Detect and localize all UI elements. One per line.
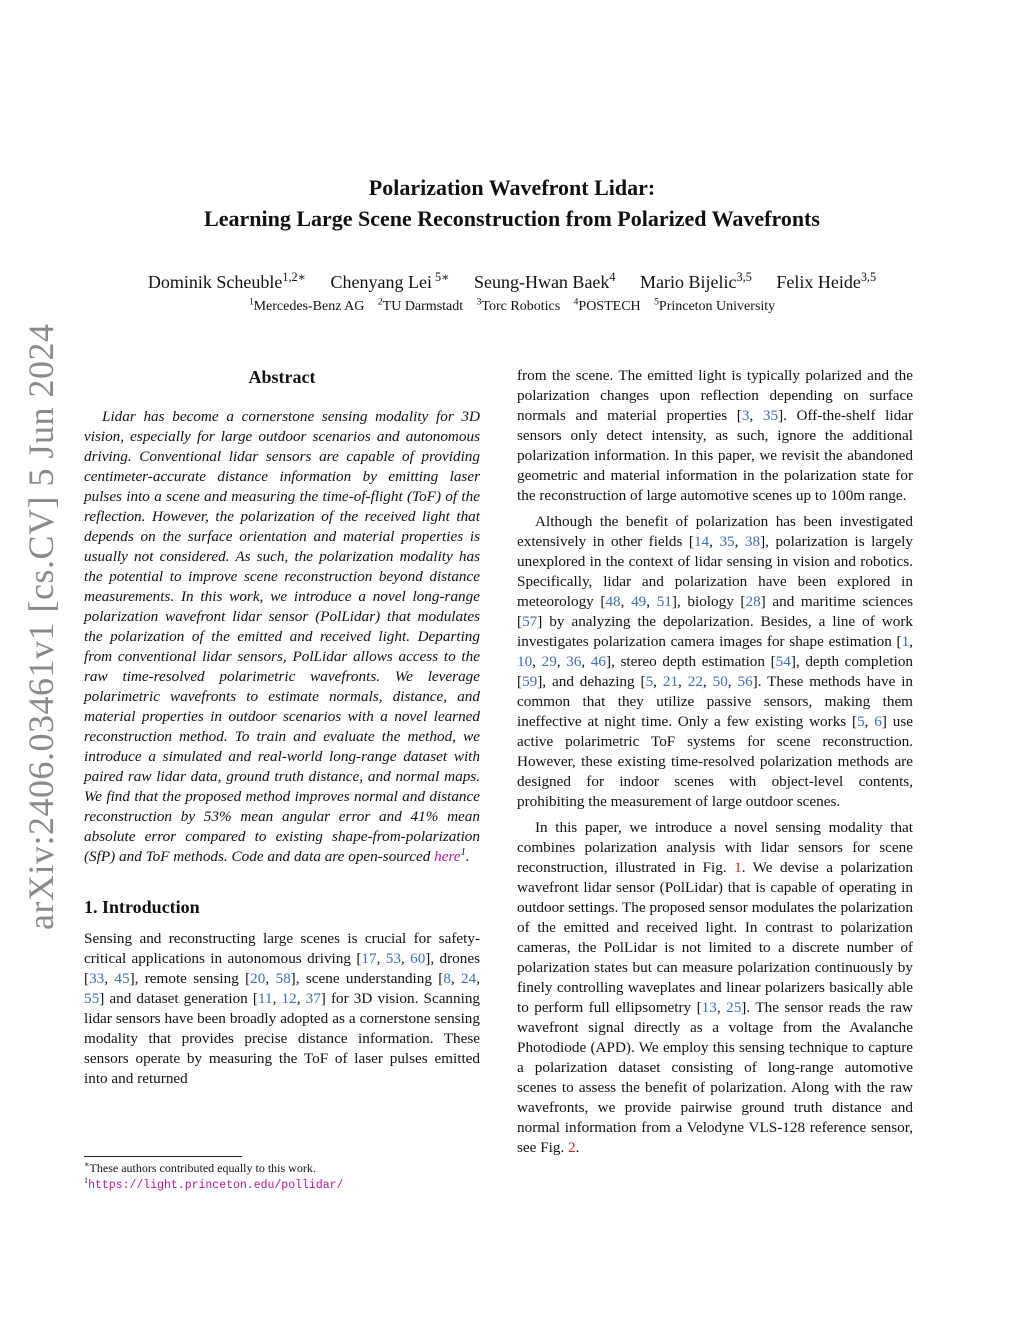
right-column: [517, 366, 913, 1158]
citation-link[interactable]: 51: [656, 593, 672, 610]
citation-link[interactable]: 5: [857, 713, 865, 730]
citation-link[interactable]: 24: [461, 970, 477, 987]
title-line-1: Polarization Wavefront Lidar:: [368, 175, 656, 200]
citation-link[interactable]: 37: [305, 990, 321, 1007]
paragraph: from the scene. The emitted light is typically polarized and the polarization changes upon reflection depending on surface normals and material properties [3, 35]. Off-the-shelf lidar sensors only detect intensity, as such, ignore the additional polarization information. In this paper, we revisit the abandoned geometric and material information in the polarization state for the reconstruction of large automotive scenes up to 100m range.: [517, 367, 914, 504]
footnote-url: $^1$https://light.princeton.edu/pollidar/: [84, 1176, 344, 1192]
citation-link[interactable]: 21: [662, 673, 679, 690]
abstract-text: Lidar has become a cornerstone sensing modality for 3D vision, especially for large outdoor scenarios and autonomous driving. Conventional lidar sensors are capable of providing centimeter-accurate distance information by emitting laser pulses into a scene and measuring the time-of-flight (ToF) of the reflection. However, the polarization of the received light that depends on the surface orientation and material properties is usually not considered. As such, the polarization modality has the potential to improve scene reconstruction beyond distance measurements. In this work, we introduce a novel long-range polarization wavefront lidar sensor (PolLidar) that modulates the polarization of the emitted and received light. Departing from conventional lidar sensors, PolLidar allows access to the raw time-resolved polarimetric wavefronts. We leverage polarimetric wavefronts to estimate normals, distance, and material properties in outdoor scenarios with a novel learned reconstruction method. To train and evaluate the method, we introduce a simulated and real-world long-range dataset with paired raw lidar data, ground truth distance, and normal maps. We find that the proposed method improves normal and distance reconstruction by 53% mean angular error and 41% mean absolute error compared to existing shape-from-polarization (SfP) and ToF methods. Code and data are open-sourced here$^1$.: [84, 408, 480, 865]
footnote-marker[interactable]: 1: [460, 846, 466, 858]
citation-link[interactable]: 58: [275, 970, 291, 987]
author: Felix Heide$^{3,5}$: [776, 270, 877, 292]
paragraph: In this paper, we introduce a novel sensing modality that combines polarization analysis with lidar sensors for scene reconstruction, illustrated in Fig. 1. We devise a polarization wavefront lidar sensor (PolLidar) that is capable of operating in outdoor settings. The proposed sensor modulates the polarization of the emitted and received light. In contrast to polarization cameras, the PolLidar is not limited to a discrete number of polarization states but can measure polarization continuously by finely controlling waveplates and linear polarizers basically able to perform full ellipsometry [13, 25]. The sensor reads the raw wavefront signal directly as a voltage from the Avalanche Photodiode (APD). We employ this sensing technique to capture a polarization dataset consisting of long-range automotive scenes to assess the benefit of polarization. Along with the raw wavefronts, we provide pairwise ground truth distance and normal information from a Velodyne VLS-128 reference sensor, see Fig. 2.: [517, 819, 913, 1156]
citation-link[interactable]: 28: [745, 593, 761, 610]
citation-link[interactable]: 35: [719, 533, 735, 550]
author: Seung-Hwan Baek$^4$: [473, 270, 616, 292]
citation-link[interactable]: 38: [744, 533, 761, 550]
citation-link[interactable]: 22: [687, 673, 703, 690]
arxiv-identifier: arXiv:2406.03461v1 [cs.CV] 5 Jun 2024: [21, 323, 61, 930]
citation-link[interactable]: 3: [741, 407, 750, 424]
paper-title: [0, 172, 1024, 234]
citation-link[interactable]: 49: [631, 593, 647, 610]
citation-link[interactable]: 57: [522, 613, 538, 630]
citation-link[interactable]: 20: [250, 970, 266, 987]
citation-link[interactable]: 8: [443, 970, 451, 987]
citation-link[interactable]: 36: [566, 653, 582, 670]
code-link[interactable]: here: [434, 848, 461, 865]
footnote-divider: [84, 1156, 242, 1157]
citation-link[interactable]: 29: [541, 653, 557, 670]
citation-link[interactable]: 6: [874, 713, 882, 730]
citation-link[interactable]: 54: [775, 653, 791, 670]
citation-link[interactable]: 33: [89, 970, 105, 987]
project-url-link[interactable]: https://light.princeton.edu/pollidar/: [88, 1179, 344, 1192]
footnotes: [84, 1160, 480, 1194]
citation-link[interactable]: 46: [590, 653, 607, 670]
author-list: [0, 270, 1024, 294]
author: Dominik Scheuble$^{1,2∗}$: [147, 270, 306, 292]
left-column: [84, 365, 480, 1089]
section-heading-introduction: 1. Introduction: [84, 897, 200, 917]
intro-paragraph-1: Sensing and reconstructing large scenes is crucial for safety-critical applications in autonomous driving [17, 53, 60], drones [33, 45], remote sensing [20, 58], scene understanding [8, 24, 55] and dataset generation [11, 12, 37] for 3D vision. Scanning lidar sensors have been broadly adopted as a cornerstone sensing modality that provides precise distance information. These sensors operate by measuring the ToF of laser pulses emitted into and returned: [84, 930, 481, 1087]
citation-link[interactable]: 10: [517, 653, 533, 670]
citation-link[interactable]: 60: [410, 950, 426, 967]
affiliation: $^1$Mercedes-Benz AG: [248, 297, 365, 314]
citation-link[interactable]: 45: [114, 970, 130, 987]
citation-link[interactable]: 25: [726, 999, 742, 1016]
author: Chenyang Lei $^{5∗}$: [330, 270, 450, 292]
citation-link[interactable]: 53: [385, 950, 401, 967]
citation-link[interactable]: 11: [257, 990, 273, 1007]
affiliation: $^4$POSTECH: [573, 297, 641, 314]
citation-link[interactable]: 14: [693, 533, 710, 550]
affiliation-list: [0, 298, 1024, 316]
title-line-2: Learning Large Scene Reconstruction from Polarized Wavefronts: [204, 206, 820, 231]
citation-link[interactable]: 50: [712, 673, 728, 690]
affiliation: $^2$TU Darmstadt: [377, 297, 464, 314]
footnote-equal-contribution: ∗These authors contributed equally to this work.: [84, 1160, 316, 1175]
paragraph: Although the benefit of polarization has been investigated extensively in other fields [14, 35, 38], polarization is largely unexplored in the context of lidar sensing in vision and robotics. Specifically, lidar and polarization have been explored in meteorology [48, 49, 51], biology [28] and maritime sciences [57] by analyzing the depolarization. Besides, a line of work investigates polarization camera images for shape estimation [1, 10, 29, 36, 46], stereo depth estimation [54], depth completion [59], and dehazing [5, 21, 22, 50, 56]. These methods have in common that they utilize passive sensors, making them ineffective at night time. Only a few existing works [5, 6] use active polarimetric ToF systems for scene reconstruction. However, these existing time-resolved polarization methods are designed for indoor scenes with object-level contents, prohibiting the measurement of large outdoor scenes.: [517, 513, 914, 810]
citation-link[interactable]: 1: [901, 633, 910, 650]
citation-link[interactable]: 48: [605, 593, 621, 610]
citation-link[interactable]: 13: [701, 999, 717, 1016]
affiliation: $^3$Torc Robotics: [476, 297, 561, 314]
abstract-heading: Abstract: [248, 367, 316, 387]
citation-link[interactable]: 5: [645, 673, 654, 690]
citation-link[interactable]: 55: [84, 990, 100, 1007]
citation-link[interactable]: 59: [522, 673, 538, 690]
citation-link[interactable]: 56: [737, 673, 753, 690]
citation-link[interactable]: 17: [361, 950, 377, 967]
citation-link[interactable]: 35: [762, 407, 779, 424]
citation-link[interactable]: 12: [281, 990, 297, 1007]
author: Mario Bijelic$^{3,5}$: [640, 270, 752, 292]
affiliation: $^5$Princeton University: [654, 297, 776, 314]
figure-link[interactable]: 1: [734, 859, 742, 876]
figure-link[interactable]: 2: [568, 1139, 576, 1156]
